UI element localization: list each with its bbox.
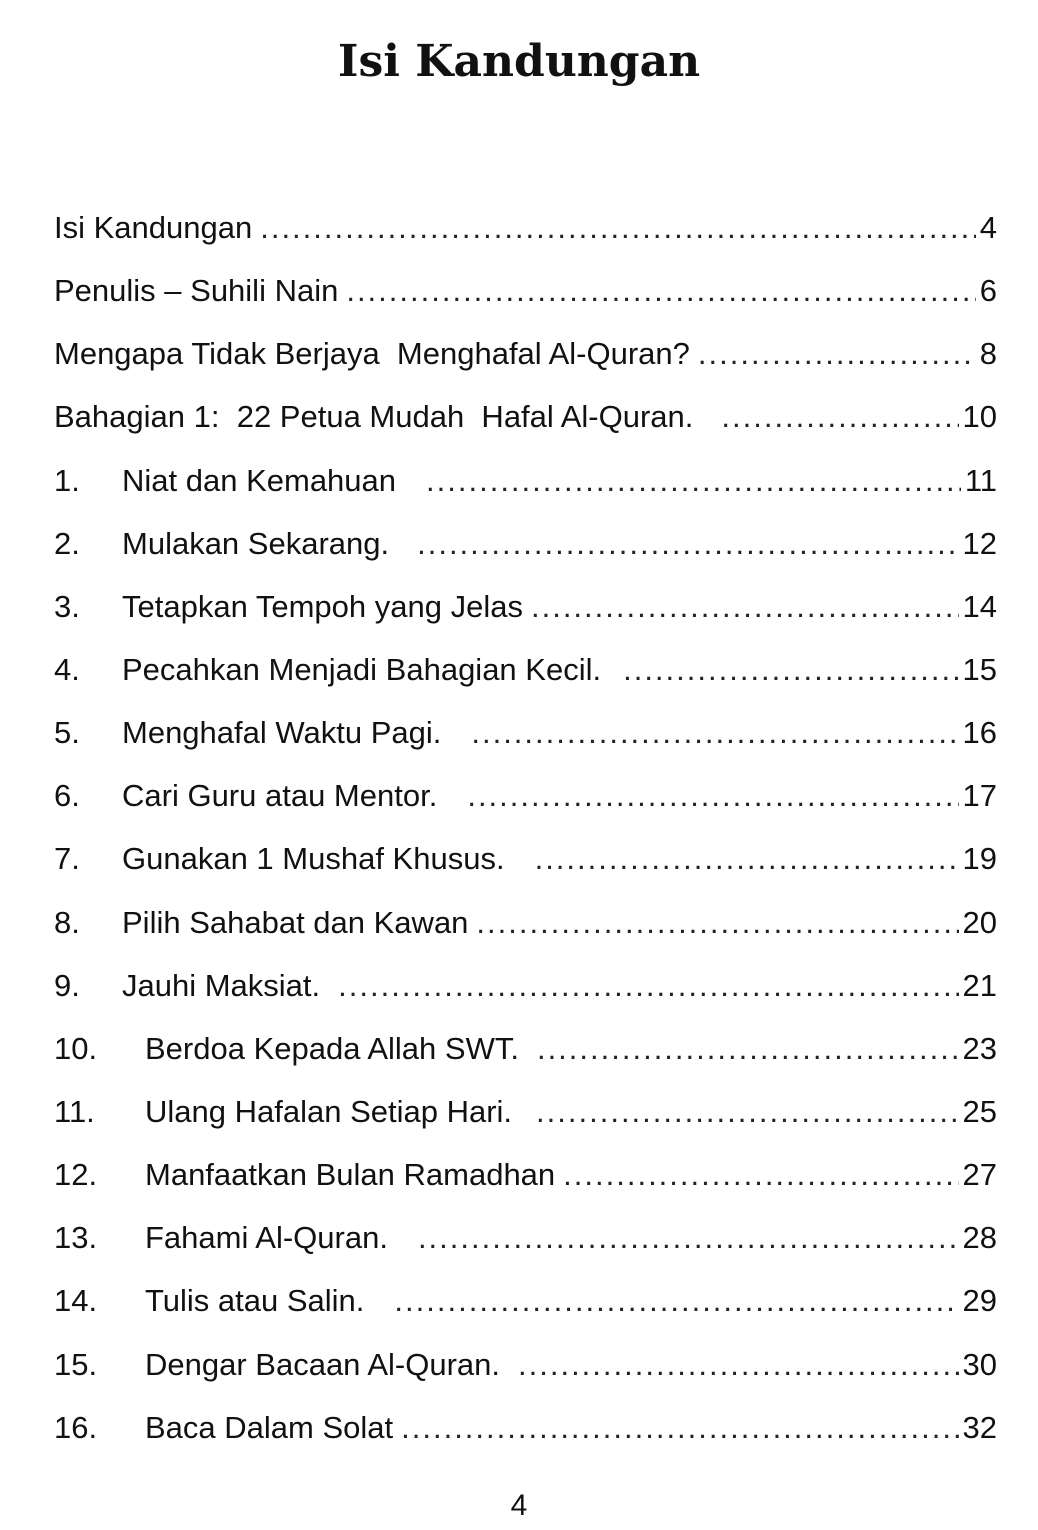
entry-number: 11. <box>54 1093 95 1129</box>
entry-number: 5. <box>54 715 80 751</box>
toc-entry[interactable] <box>54 512 997 575</box>
entry-label: Cari Guru atau Mentor. <box>122 778 438 814</box>
dot-leader <box>536 1080 958 1143</box>
dot-leader <box>417 512 958 575</box>
entry-number: 6. <box>54 778 80 814</box>
entry-label: Tulis atau Salin. <box>145 1283 365 1319</box>
entry-label: Mulakan Sekarang. <box>122 525 390 561</box>
entry-number: 12. <box>54 1157 98 1193</box>
toc-entry[interactable] <box>54 954 997 1017</box>
toc-entry[interactable] <box>54 827 997 890</box>
toc-entry[interactable] <box>54 764 997 827</box>
toc-entry[interactable] <box>54 1017 997 1080</box>
entry-label: Berdoa Kepada Allah SWT. <box>145 1030 519 1066</box>
toc-entry[interactable] <box>54 891 997 954</box>
entry-number: 9. <box>54 967 80 1003</box>
entry-label: Niat dan Kemahuan <box>122 462 397 498</box>
toc-entry[interactable] <box>54 1143 997 1206</box>
entry-label: Mengapa Tidak Berjaya Menghafal Al-Quran? <box>54 336 690 372</box>
dot-leader <box>401 1396 958 1459</box>
entry-label: Isi Kandungan <box>54 210 253 245</box>
entry-page: 11 <box>964 462 997 498</box>
entry-number: 10. <box>54 1030 98 1066</box>
toc-entry[interactable] <box>54 1269 997 1332</box>
entry-label: Tetapkan Tempoh yang Jelas <box>122 588 523 624</box>
dot-leader <box>338 954 958 1017</box>
entry-page: 14 <box>962 588 997 624</box>
dot-leader <box>531 575 959 638</box>
dot-leader <box>471 701 958 764</box>
dot-leader <box>346 259 975 322</box>
toc-entry[interactable] <box>54 1080 997 1143</box>
entry-number: 8. <box>54 904 80 940</box>
toc-entry[interactable] <box>54 638 997 701</box>
dot-leader <box>394 1269 958 1332</box>
dot-leader <box>518 1333 959 1396</box>
page-title: Isi Kandungan <box>337 36 701 87</box>
toc-entry[interactable] <box>54 196 997 259</box>
page-number-footer: 4 <box>510 1489 528 1522</box>
entry-page: 23 <box>962 1030 997 1066</box>
toc-entry[interactable] <box>54 449 997 512</box>
entry-number: 1. <box>54 462 80 498</box>
entry-page: 20 <box>962 904 997 940</box>
dot-leader <box>537 1017 959 1080</box>
entry-number: 7. <box>54 841 80 877</box>
entry-label: Manfaatkan Bulan Ramadhan <box>145 1157 556 1193</box>
dot-leader <box>698 322 976 385</box>
entry-number: 14. <box>54 1283 98 1319</box>
toc-entry[interactable] <box>54 259 997 322</box>
dot-leader <box>721 385 958 448</box>
entry-page: 32 <box>962 1409 997 1445</box>
entry-number: 2. <box>54 525 80 561</box>
entry-label: Pecahkan Menjadi Bahagian Kecil. <box>122 651 602 687</box>
entry-label: Gunakan 1 Mushaf Khusus. <box>122 841 505 877</box>
entry-label: Pilih Sahabat dan Kawan <box>122 904 469 940</box>
toc-entry[interactable] <box>54 575 997 638</box>
entry-page: 25 <box>962 1093 997 1129</box>
toc-entry[interactable] <box>54 1396 997 1459</box>
entry-page: 30 <box>962 1346 997 1382</box>
entry-label: Penulis – Suhili Nain <box>54 273 339 309</box>
entry-page: 19 <box>962 841 997 877</box>
entry-label: Fahami Al-Quran. <box>145 1220 388 1256</box>
entry-page: 4 <box>979 210 997 245</box>
entry-number: 16. <box>54 1409 98 1445</box>
entry-number: 15. <box>54 1346 98 1382</box>
toc-entry[interactable] <box>54 385 997 448</box>
table-of-contents <box>54 196 997 1459</box>
entry-page: 8 <box>979 336 997 372</box>
dot-leader <box>426 449 961 512</box>
toc-entry[interactable] <box>54 701 997 764</box>
entry-label: Jauhi Maksiat. <box>122 967 321 1003</box>
entry-page: 28 <box>962 1220 997 1256</box>
entry-page: 27 <box>962 1157 997 1193</box>
entry-page: 12 <box>962 525 997 561</box>
entry-page: 17 <box>962 778 997 814</box>
entry-label: Baca Dalam Solat <box>145 1409 394 1445</box>
toc-entry[interactable] <box>54 1206 997 1269</box>
dot-leader <box>623 638 958 701</box>
entry-page: 15 <box>962 651 997 687</box>
entry-label: Menghafal Waktu Pagi. <box>122 715 442 751</box>
dot-leader <box>467 764 958 827</box>
entry-label: Ulang Hafalan Setiap Hari. <box>145 1093 513 1129</box>
entry-page: 21 <box>962 967 997 1003</box>
entry-page: 16 <box>962 715 997 751</box>
dot-leader <box>418 1206 959 1269</box>
entry-page: 29 <box>962 1283 997 1319</box>
entry-number: 3. <box>54 588 80 624</box>
dot-leader <box>535 827 959 890</box>
entry-number: 13. <box>54 1220 98 1256</box>
entry-label: Bahagian 1: 22 Petua Mudah Hafal Al-Quran. <box>54 399 694 435</box>
toc-entry[interactable] <box>54 1333 997 1396</box>
dot-leader <box>260 196 976 259</box>
entry-number: 4. <box>54 651 80 687</box>
dot-leader <box>476 891 958 954</box>
toc-entry[interactable] <box>54 322 997 385</box>
dot-leader <box>563 1143 958 1206</box>
entry-page: 6 <box>979 273 997 309</box>
entry-label: Dengar Bacaan Al-Quran. <box>145 1346 500 1382</box>
entry-page: 10 <box>962 399 997 435</box>
